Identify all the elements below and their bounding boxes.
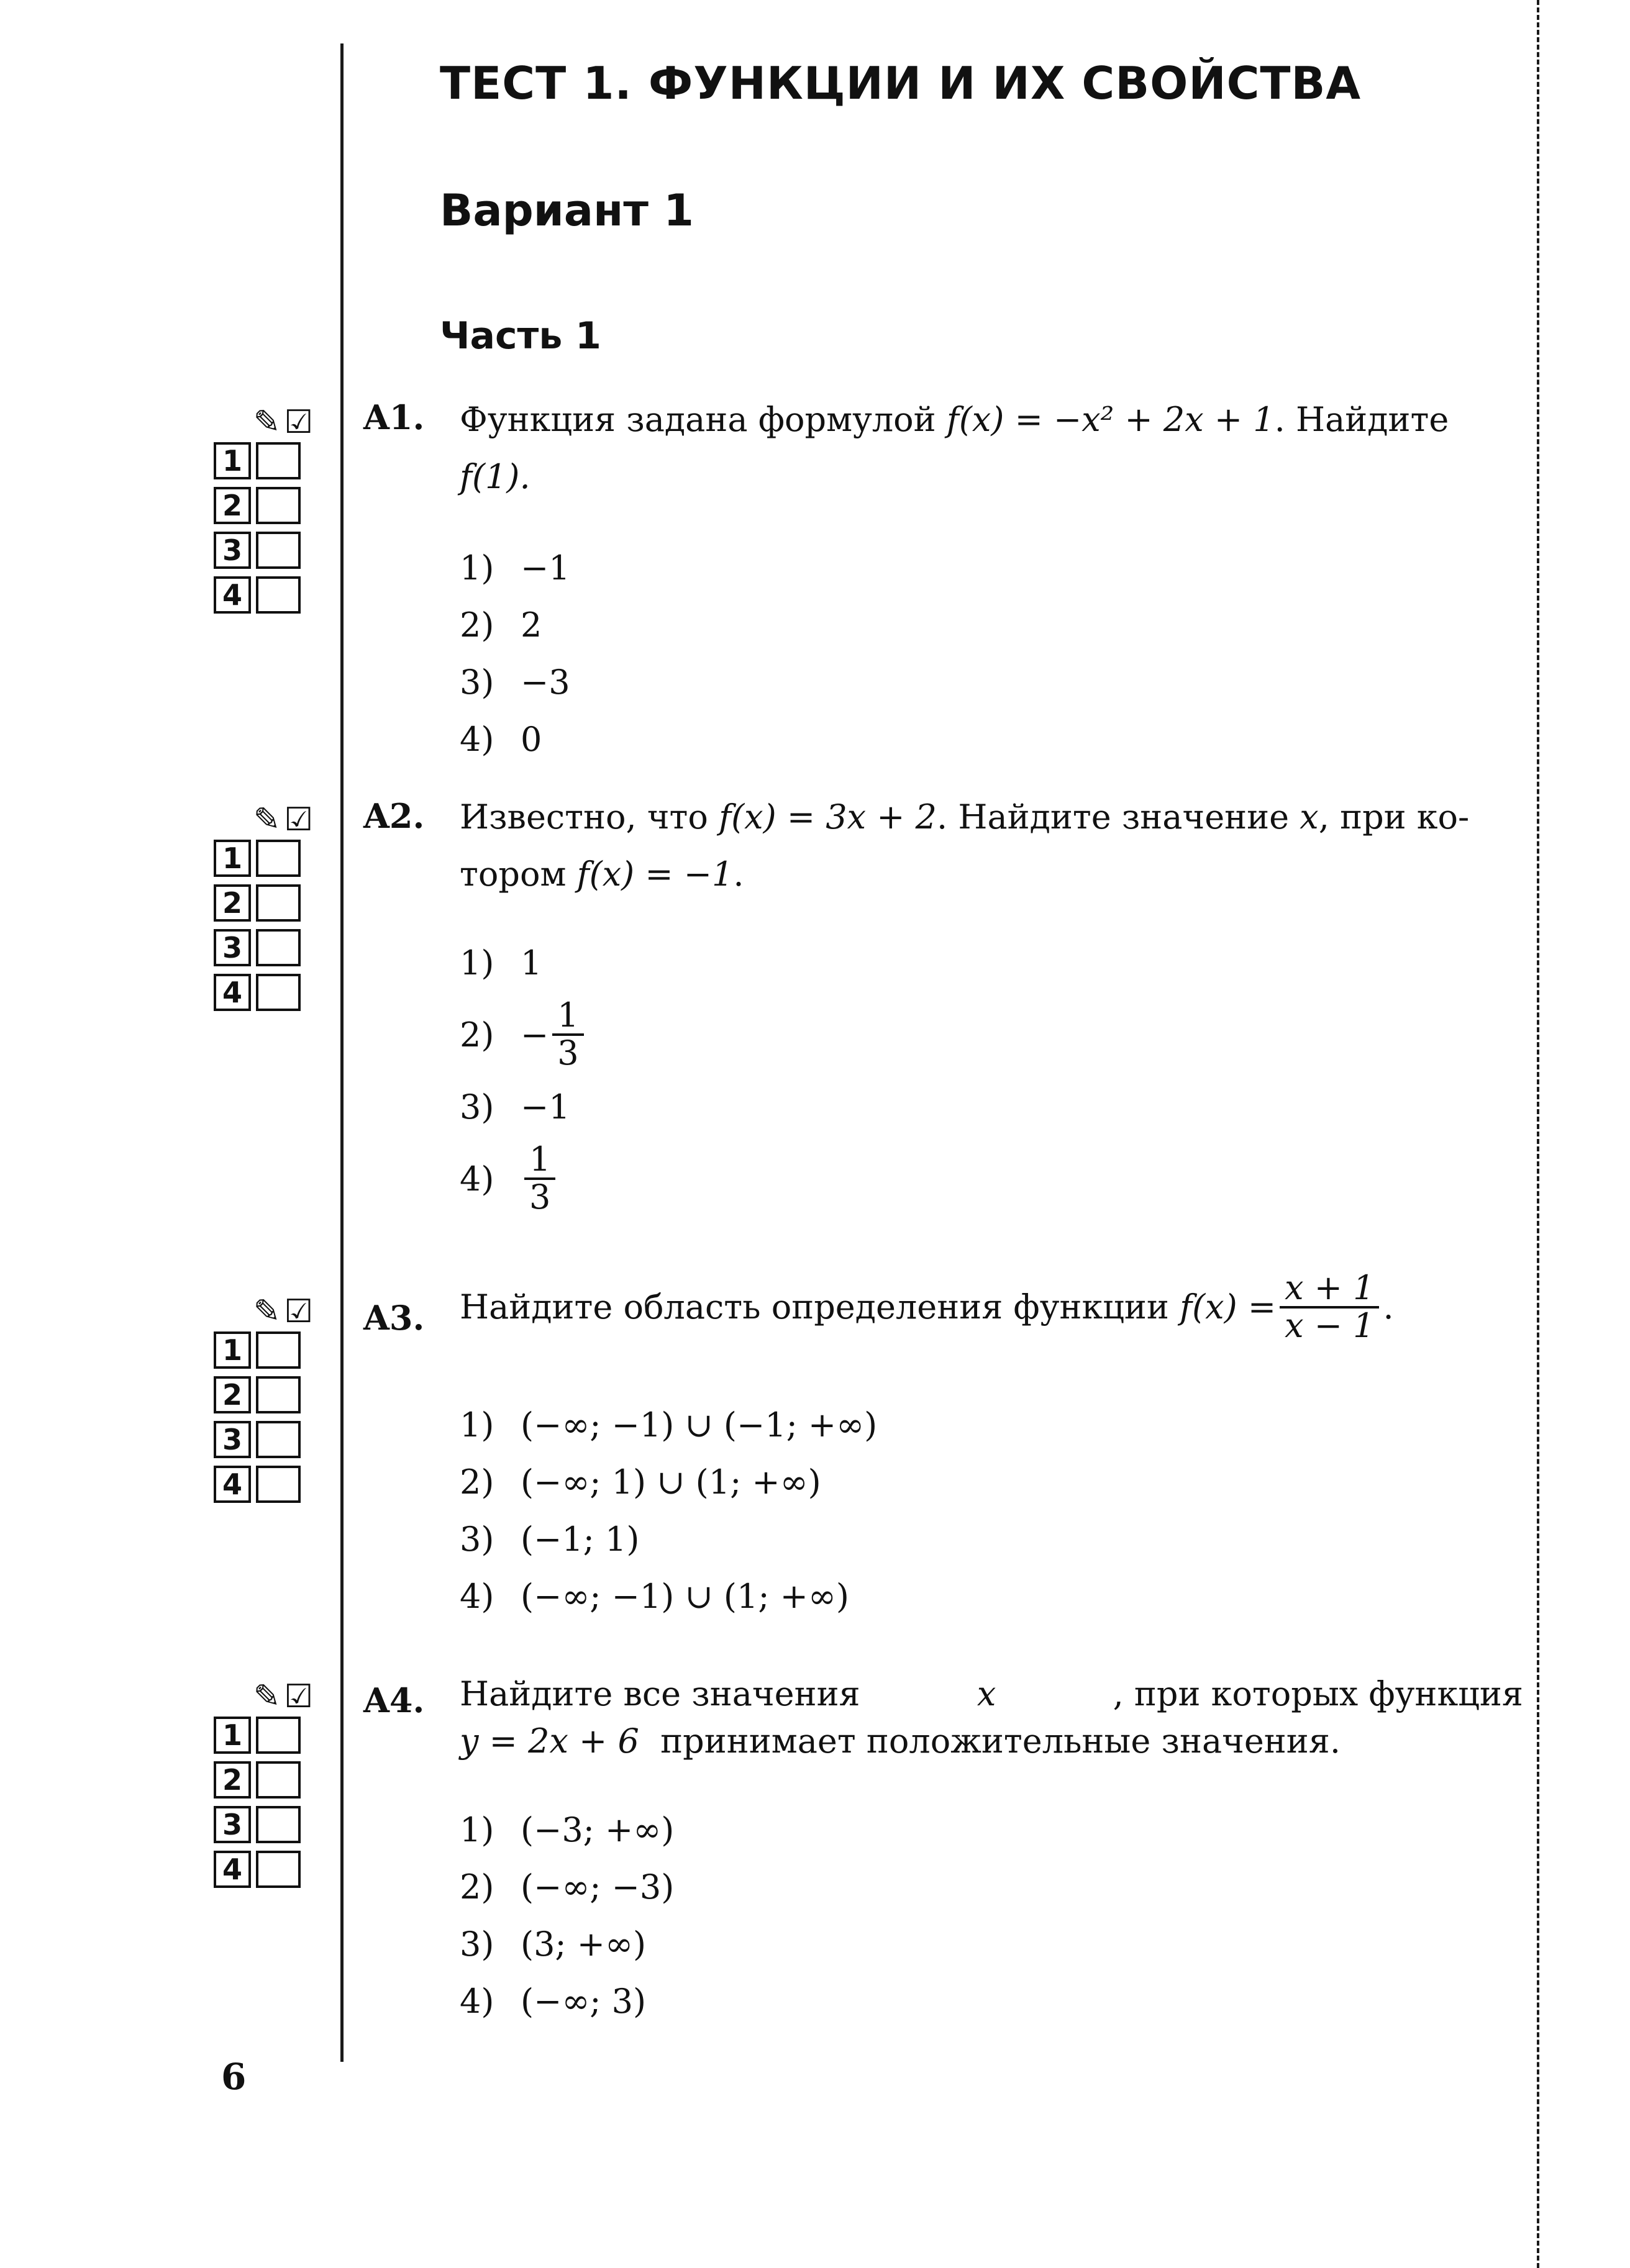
options-a4	[460, 1801, 674, 2030]
answer-number: 2	[214, 1761, 251, 1799]
answer-cell-a1-2[interactable]	[256, 487, 301, 524]
answer-number: 3	[214, 929, 251, 966]
answer-number: 2	[214, 487, 251, 524]
answer-number: 4	[214, 974, 251, 1011]
options-a2	[460, 934, 588, 1222]
margin-rule	[340, 43, 344, 2062]
part-heading: Часть 1	[440, 314, 601, 358]
answer-cell-a2-3[interactable]	[256, 929, 301, 966]
formula: f(x) =	[1180, 1287, 1277, 1327]
page-number: 6	[221, 2056, 247, 2098]
answer-cell-a3-2[interactable]	[256, 1376, 301, 1413]
answer-cell-a1-3[interactable]	[256, 532, 301, 569]
answer-box-a2	[214, 800, 319, 1018]
option[interactable]: 2) − $\frac{1}{3}$	[460, 991, 588, 1078]
option[interactable]: 3) (3; +∞)	[460, 1924, 647, 1964]
answer-number: 4	[214, 576, 251, 614]
pencil-icon: ✎	[253, 1678, 281, 1715]
answer-number: 2	[214, 884, 251, 922]
answer-number: 2	[214, 1376, 251, 1413]
option[interactable]: 2) 2	[460, 605, 542, 645]
formula: f(x) = 3x + 2	[719, 797, 937, 837]
question-text-a3: Найдите область определения функции f(x) = $\frac{x + 1}{x - 1}$ .	[460, 1268, 1394, 1345]
options-a3	[460, 1396, 877, 1625]
option[interactable]: 3) −1	[460, 1087, 570, 1127]
option[interactable]: 3) −3	[460, 662, 570, 702]
option[interactable]: 4) (−∞; 3)	[460, 1981, 647, 2021]
option[interactable]: 3) (−1; 1)	[460, 1519, 640, 1559]
question-label-a1: A1.	[363, 397, 425, 437]
formula: f(x) = −x² + 2x + 1	[946, 400, 1275, 439]
option[interactable]: 1) 1	[460, 943, 542, 982]
answer-number: 3	[214, 1421, 251, 1458]
options-a1	[460, 539, 570, 768]
option[interactable]: 4) 0	[460, 719, 542, 759]
option[interactable]: 1) −1	[460, 548, 570, 587]
option[interactable]: 1) (−∞; −1) ∪ (−1; +∞)	[460, 1405, 878, 1445]
answer-number: 1	[214, 840, 251, 877]
question-label-a3: A3.	[363, 1298, 425, 1338]
answer-cell-a4-2[interactable]	[256, 1761, 301, 1799]
pencil-icon: ✎	[253, 1293, 281, 1330]
fraction: $\frac{1}{3}$	[552, 998, 583, 1071]
option[interactable]: 1) (−3; +∞)	[460, 1810, 675, 1849]
option[interactable]: 4) (−∞; −1) ∪ (1; +∞)	[460, 1576, 849, 1616]
answer-number: 4	[214, 1851, 251, 1888]
question-text-a4: Найдите все значения x , при которых функция y = 2x + 6 принимает положительные значения.	[460, 1674, 1523, 1761]
formula: f(x) = −1	[576, 855, 734, 894]
formula: y = 2x + 6	[460, 1721, 639, 1761]
answer-cell-a1-1[interactable]	[256, 442, 301, 479]
answer-cell-a1-4[interactable]	[256, 576, 301, 614]
answer-number: 3	[214, 1806, 251, 1843]
answer-number: 3	[214, 532, 251, 569]
answer-number: 1	[214, 442, 251, 479]
question-label-a2: A2.	[363, 796, 425, 836]
fraction: $\frac{x + 1}{x - 1}$	[1280, 1271, 1379, 1343]
option[interactable]: 4) $\frac{1}{3}$	[460, 1135, 588, 1222]
answer-box-a4	[214, 1677, 319, 1895]
checkbox-checked-icon: ☑	[284, 1678, 313, 1715]
answer-number: 4	[214, 1466, 251, 1503]
answer-cell-a2-2[interactable]	[256, 884, 301, 922]
fraction: $\frac{1}{3}$	[524, 1142, 555, 1215]
cut-line	[1537, 0, 1539, 2268]
answer-cell-a3-1[interactable]	[256, 1331, 301, 1369]
question-label-a4: A4.	[363, 1681, 425, 1720]
answer-cell-a2-1[interactable]	[256, 840, 301, 877]
checkbox-checked-icon: ☑	[284, 801, 313, 838]
option[interactable]: 2) (−∞; 1) ∪ (1; +∞)	[460, 1462, 821, 1502]
option[interactable]: 2) (−∞; −3)	[460, 1867, 675, 1907]
answer-cell-a4-1[interactable]	[256, 1717, 301, 1754]
pencil-icon: ✎	[253, 801, 281, 838]
checkbox-checked-icon: ☑	[284, 404, 313, 441]
answer-number: 1	[214, 1331, 251, 1369]
question-text-a1: Функция задана формулой f(x) = −x² + 2x + 1. Найдите f(1).	[460, 400, 1449, 496]
answer-cell-a3-3[interactable]	[256, 1421, 301, 1458]
answer-box-a1	[214, 402, 319, 621]
answer-cell-a4-3[interactable]	[256, 1806, 301, 1843]
checkbox-checked-icon: ☑	[284, 1293, 313, 1330]
answer-cell-a2-4[interactable]	[256, 974, 301, 1011]
answer-cell-a4-4[interactable]	[256, 1851, 301, 1888]
variant-heading: Вариант 1	[440, 185, 694, 236]
answer-cell-a3-4[interactable]	[256, 1466, 301, 1503]
answer-number: 1	[214, 1717, 251, 1754]
answer-box-a3	[214, 1292, 319, 1510]
test-title: ТЕСТ 1. ФУНКЦИИ И ИХ СВОЙСТВА	[440, 57, 1362, 109]
question-text-a2: Известно, что f(x) = 3x + 2. Найдите значение x, при ко- тором f(x) = −1.	[460, 797, 1470, 894]
pencil-icon: ✎	[253, 404, 281, 441]
